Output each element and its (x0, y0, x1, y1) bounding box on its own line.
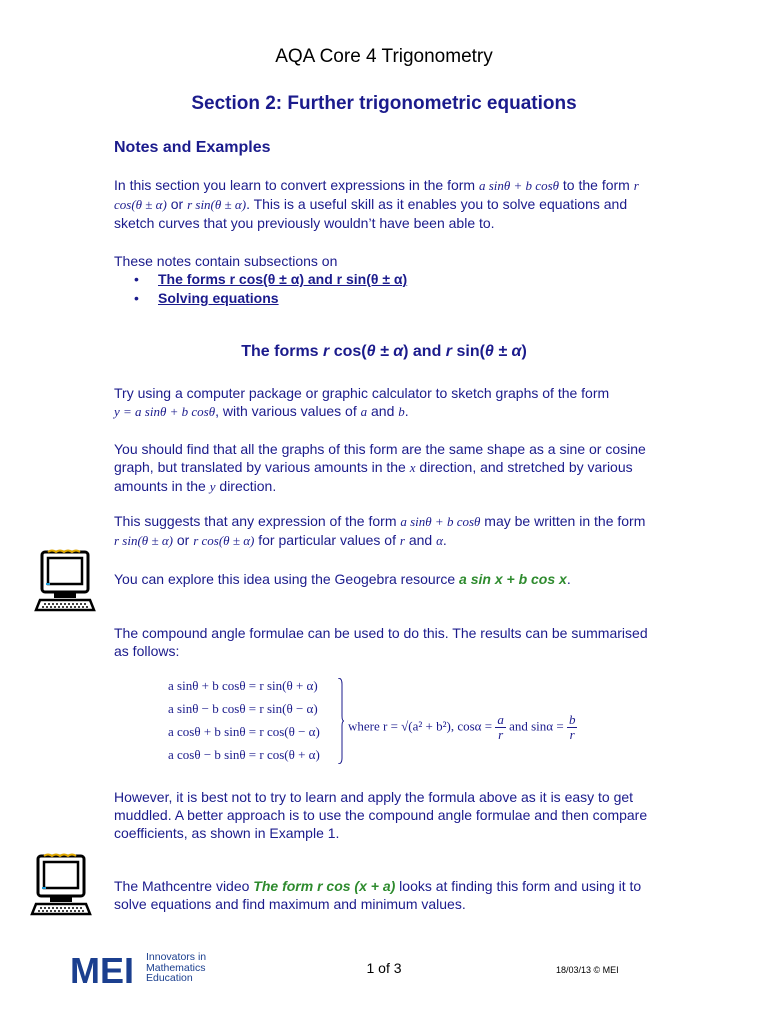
toc-list (114, 270, 654, 308)
mei-logo-letters: MEI (70, 952, 135, 988)
formula-line: a sinθ − b cosθ = r sin(θ − α) (168, 701, 318, 716)
page-number: 1 of 3 (366, 960, 402, 976)
where-clause: where r = √(a² + b²), cosα = $\frac{a}{r}$ and sinα = $\frac{b}{r}$ (348, 712, 576, 742)
fraction: $\frac{a}{r}$ (497, 712, 504, 742)
mathcentre-paragraph: The Mathcentre video The form r cos (x + a) looks at finding this form and using it to solve equations and find maximum and minimum values. (114, 878, 642, 912)
fraction: $\frac{b}{r}$ (568, 712, 576, 742)
geogebra-link[interactable]: a sin x + b cos x (459, 571, 567, 587)
brace-icon (338, 678, 344, 764)
mathcentre-link[interactable]: The form r cos (x + a) (253, 878, 396, 894)
intro-paragraph: In this section you learn to convert expressions in the form a sinθ + b cosθ to the form r cos(θ ± α) or r sin(θ ± α). This is a useful skill as it enables you to solve equations and sketch curves that you previously wouldn’t have been able to. (114, 177, 639, 231)
paragraph-compound: The compound angle formulae can be used to do this. The results can be summarised as follows: (114, 625, 648, 659)
computer-icon (30, 852, 92, 918)
footer-date: 18/03/13 © MEI (556, 965, 619, 975)
toc-link-forms[interactable]: The forms r cos(θ ± α) and r sin(θ ± α) (158, 271, 408, 287)
formula-line: a cosθ − b sinθ = r cos(θ + α) (168, 747, 320, 762)
geogebra-paragraph: You can explore this idea using the Geogebra resource a sin x + b cos x. (114, 571, 571, 587)
paragraph-suggests: This suggests that any expression of the form a sinθ + b cosθ may be written in the form r sin(θ ± α) or r cos(θ ± α) for particular values of r and α. (114, 513, 646, 548)
subsection-heading: The forms r cos(θ ± α) and r sin(θ ± α) (241, 343, 527, 360)
paragraph-however: However, it is best not to try to learn and apply the formula above as it is easy to get muddled. A better approach is to use the compound angle formulae and then compare coefficients, as shown in Example 1. (114, 789, 648, 841)
mei-logo-text: Innovators in Mathematics Education (146, 951, 207, 984)
formula-block (168, 676, 628, 768)
section-title: Section 2: Further trigonometric equations (191, 93, 577, 114)
document-title: AQA Core 4 Trigonometry (275, 46, 493, 67)
toc-link-solving[interactable]: Solving equations (158, 290, 279, 306)
formula-line: a sinθ + b cosθ = r sin(θ + α) (168, 678, 318, 693)
subsections-intro: These notes contain subsections on (114, 253, 338, 269)
paragraph-shape: You should find that all the graphs of this form are the same shape as a sine or cosine graph, but translated by various amounts in the x direction, and stretched by various amounts in the y direction. (114, 441, 646, 494)
computer-icon (34, 548, 96, 614)
paragraph-sketch: Try using a computer package or graphic calculator to sketch graphs of the form y = a sinθ + b cosθ, with various values of a and b. (114, 385, 610, 419)
toc-item[interactable] (114, 270, 654, 289)
notes-heading: Notes and Examples (114, 139, 271, 156)
formula-line: a cosθ + b sinθ = r cos(θ − α) (168, 724, 320, 739)
toc-item[interactable] (114, 289, 654, 308)
